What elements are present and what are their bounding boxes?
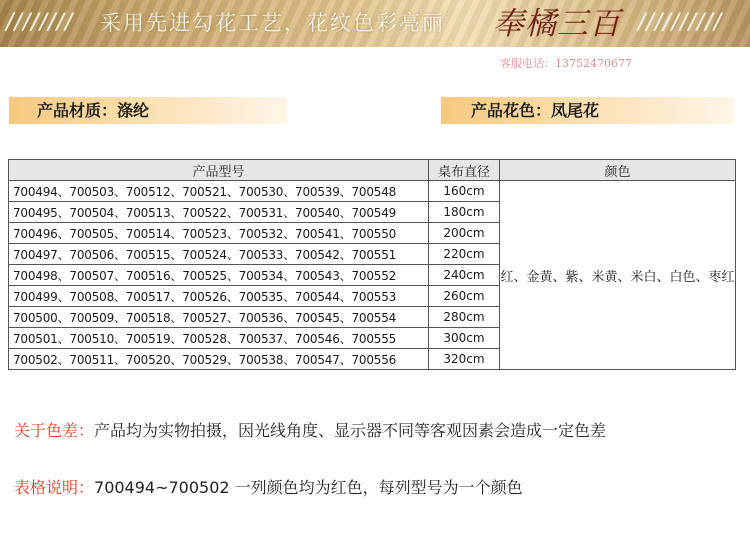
model-list: 700494、700503、700512、700521、700530、700539、700548 (9, 181, 429, 202)
banner-slogan: 采用先进勾花工艺，花纹色彩亮丽 (100, 11, 445, 35)
color-difference-label: 关于色差： (14, 421, 95, 440)
table-explanation-note (14, 477, 523, 499)
diameter-cell: 280cm (429, 307, 500, 328)
diameter-cell: 160cm (429, 181, 500, 202)
model-list: 700501、700510、700519、700528、700537、700546、700555 (9, 328, 429, 349)
diameter-cell: 200cm (429, 223, 500, 244)
model-list: 700496、700505、700514、700523、700532、700541、700550 (9, 223, 429, 244)
spec-table (8, 159, 736, 370)
pattern-label-bar (441, 97, 734, 124)
material-label: 产品材质：涤纶 (37, 101, 150, 120)
diameter-cell: 260cm (429, 286, 500, 307)
service-phone: 客服电话：13752470677 (500, 57, 632, 70)
header-diameter: 桌布直径 (429, 160, 500, 181)
pattern-label: 产品花色：凤尾花 (471, 101, 600, 120)
color-list: 红、金黄、紫、米黄、米白、白色、枣红 (500, 181, 736, 370)
material-label-bar (9, 97, 287, 124)
header-color: 颜色 (500, 160, 736, 181)
model-list: 700499、700508、700517、700526、700535、700544、700553 (9, 286, 429, 307)
brand-logo: 奉橘三百 (493, 6, 621, 42)
model-list: 700498、700507、700516、700525、700534、700543、700552 (9, 265, 429, 286)
model-list: 700497、700506、700515、700524、700533、700542、700551 (9, 244, 429, 265)
table-header-row (9, 160, 736, 181)
color-difference-note (14, 420, 606, 442)
color-difference-text: 产品均为实物拍摄，因光线角度、显示器不同等客观因素会造成一定色差 (94, 421, 607, 440)
model-list: 700495、700504、700513、700522、700531、700540、700549 (9, 202, 429, 223)
model-list: 700502、700511、700520、700529、700538、700547、700556 (9, 349, 429, 370)
top-banner (0, 0, 750, 47)
table-row (9, 181, 736, 202)
diameter-cell: 220cm (429, 244, 500, 265)
banner-slashes-right: ////////// (638, 10, 723, 35)
table-explanation-text: 700494~700502 一列颜色均为红色，每列型号为一个颜色 (94, 478, 523, 497)
diameter-cell: 240cm (429, 265, 500, 286)
header-model: 产品型号 (9, 160, 429, 181)
table-explanation-label: 表格说明： (14, 478, 95, 497)
banner-slashes-left: //////// (6, 10, 74, 35)
model-list: 700500、700509、700518、700527、700536、700545、700554 (9, 307, 429, 328)
diameter-cell: 180cm (429, 202, 500, 223)
diameter-cell: 320cm (429, 349, 500, 370)
diameter-cell: 300cm (429, 328, 500, 349)
